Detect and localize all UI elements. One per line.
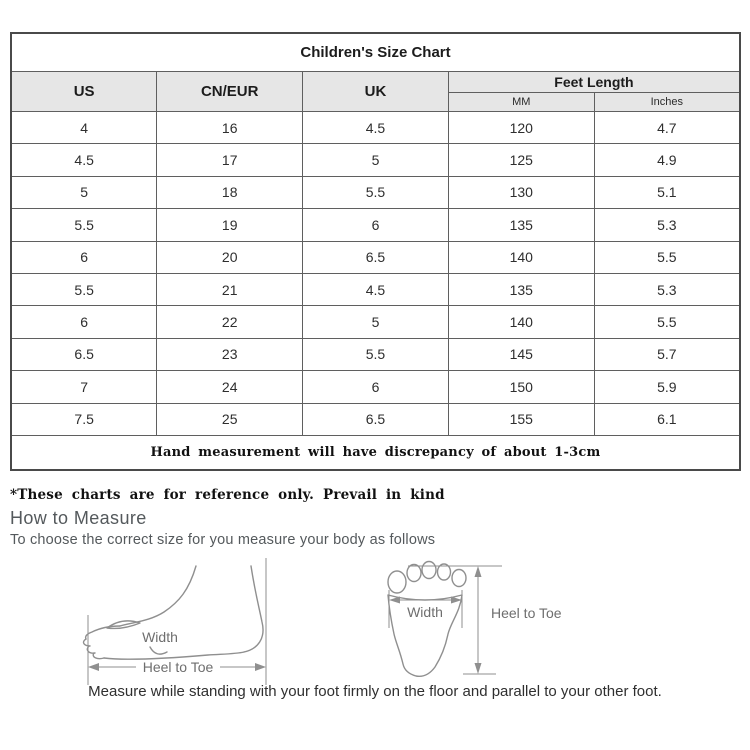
column-header-uk: UK: [303, 72, 449, 112]
size-cell: 5.5: [11, 209, 157, 241]
size-cell: 5.9: [594, 371, 740, 403]
size-cell: 24: [157, 371, 303, 403]
size-cell: 20: [157, 241, 303, 273]
size-table: [10, 32, 741, 471]
size-cell: 140: [448, 241, 594, 273]
size-cell: 130: [448, 176, 594, 208]
side-foot-diagram: [78, 552, 278, 687]
size-row: [11, 144, 740, 176]
size-cell: 5.5: [303, 176, 449, 208]
size-cell: 5.5: [303, 338, 449, 370]
column-header-feet-length: Feet Length: [448, 72, 740, 93]
size-cell: 5.5: [11, 273, 157, 305]
table-footnote: Hand measurement will have discrepancy of about 1-3cm: [11, 435, 740, 470]
size-cell: 16: [157, 112, 303, 144]
size-cell: 5.7: [594, 338, 740, 370]
size-cell: 4: [11, 112, 157, 144]
size-row: [11, 209, 740, 241]
how-to-measure-subtitle: To choose the correct size for you measure your body as follows: [10, 532, 436, 548]
size-cell: 5.3: [594, 209, 740, 241]
size-cell: 4.5: [303, 273, 449, 305]
size-cell: 19: [157, 209, 303, 241]
size-cell: 140: [448, 306, 594, 338]
size-cell: 4.5: [303, 112, 449, 144]
size-cell: 6.5: [303, 241, 449, 273]
size-cell: 125: [448, 144, 594, 176]
size-cell: 145: [448, 338, 594, 370]
size-row: [11, 338, 740, 370]
footprint-diagram: [378, 552, 578, 687]
size-row: [11, 371, 740, 403]
size-cell: 4.5: [11, 144, 157, 176]
size-cell: 5: [11, 176, 157, 208]
print-width-label: Width: [407, 604, 443, 620]
measure-caption: Measure while standing with your foot firmly on the floor and parallel to your other foot.: [88, 683, 662, 700]
how-to-measure-title: How to Measure: [10, 508, 147, 528]
size-cell: 5.1: [594, 176, 740, 208]
size-cell: 135: [448, 209, 594, 241]
print-heel-to-toe-label: Heel to Toe: [491, 605, 562, 621]
size-cell: 4.9: [594, 144, 740, 176]
size-cell: 6.5: [11, 338, 157, 370]
size-cell: 7: [11, 371, 157, 403]
size-cell: 21: [157, 273, 303, 305]
column-header-us: US: [11, 72, 157, 112]
size-cell: 6: [11, 306, 157, 338]
size-cell: 23: [157, 338, 303, 370]
size-table-body: [11, 112, 740, 436]
size-cell: 5: [303, 144, 449, 176]
size-cell: 135: [448, 273, 594, 305]
size-row: [11, 176, 740, 208]
size-cell: 4.7: [594, 112, 740, 144]
size-cell: 5.3: [594, 273, 740, 305]
side-width-label: Width: [142, 629, 178, 645]
size-row: [11, 273, 740, 305]
size-row: [11, 403, 740, 435]
reference-note: *These charts are for reference only. Prevail in kind: [10, 487, 445, 503]
table-title: Children's Size Chart: [11, 33, 740, 72]
size-cell: 6: [303, 371, 449, 403]
side-heel-to-toe-label: Heel to Toe: [142, 659, 214, 675]
size-cell: 17: [157, 144, 303, 176]
column-header-mm: MM: [448, 93, 594, 112]
size-row: [11, 306, 740, 338]
size-row: [11, 241, 740, 273]
size-cell: 150: [448, 371, 594, 403]
column-header-inches: Inches: [594, 93, 740, 112]
size-cell: 18: [157, 176, 303, 208]
size-cell: 155: [448, 403, 594, 435]
size-cell: 6: [303, 209, 449, 241]
size-cell: 5: [303, 306, 449, 338]
size-cell: 7.5: [11, 403, 157, 435]
size-cell: 120: [448, 112, 594, 144]
size-cell: 25: [157, 403, 303, 435]
size-cell: 22: [157, 306, 303, 338]
footprint-dimensions: [389, 566, 562, 674]
size-cell: 6.5: [303, 403, 449, 435]
size-cell: 6: [11, 241, 157, 273]
size-cell: 5.5: [594, 306, 740, 338]
size-cell: 5.5: [594, 241, 740, 273]
side-foot-sketch: [83, 566, 263, 659]
size-cell: 6.1: [594, 403, 740, 435]
size-row: [11, 112, 740, 144]
side-foot-dimensions: [88, 558, 266, 685]
column-header-cn-eur: CN/EUR: [157, 72, 303, 112]
